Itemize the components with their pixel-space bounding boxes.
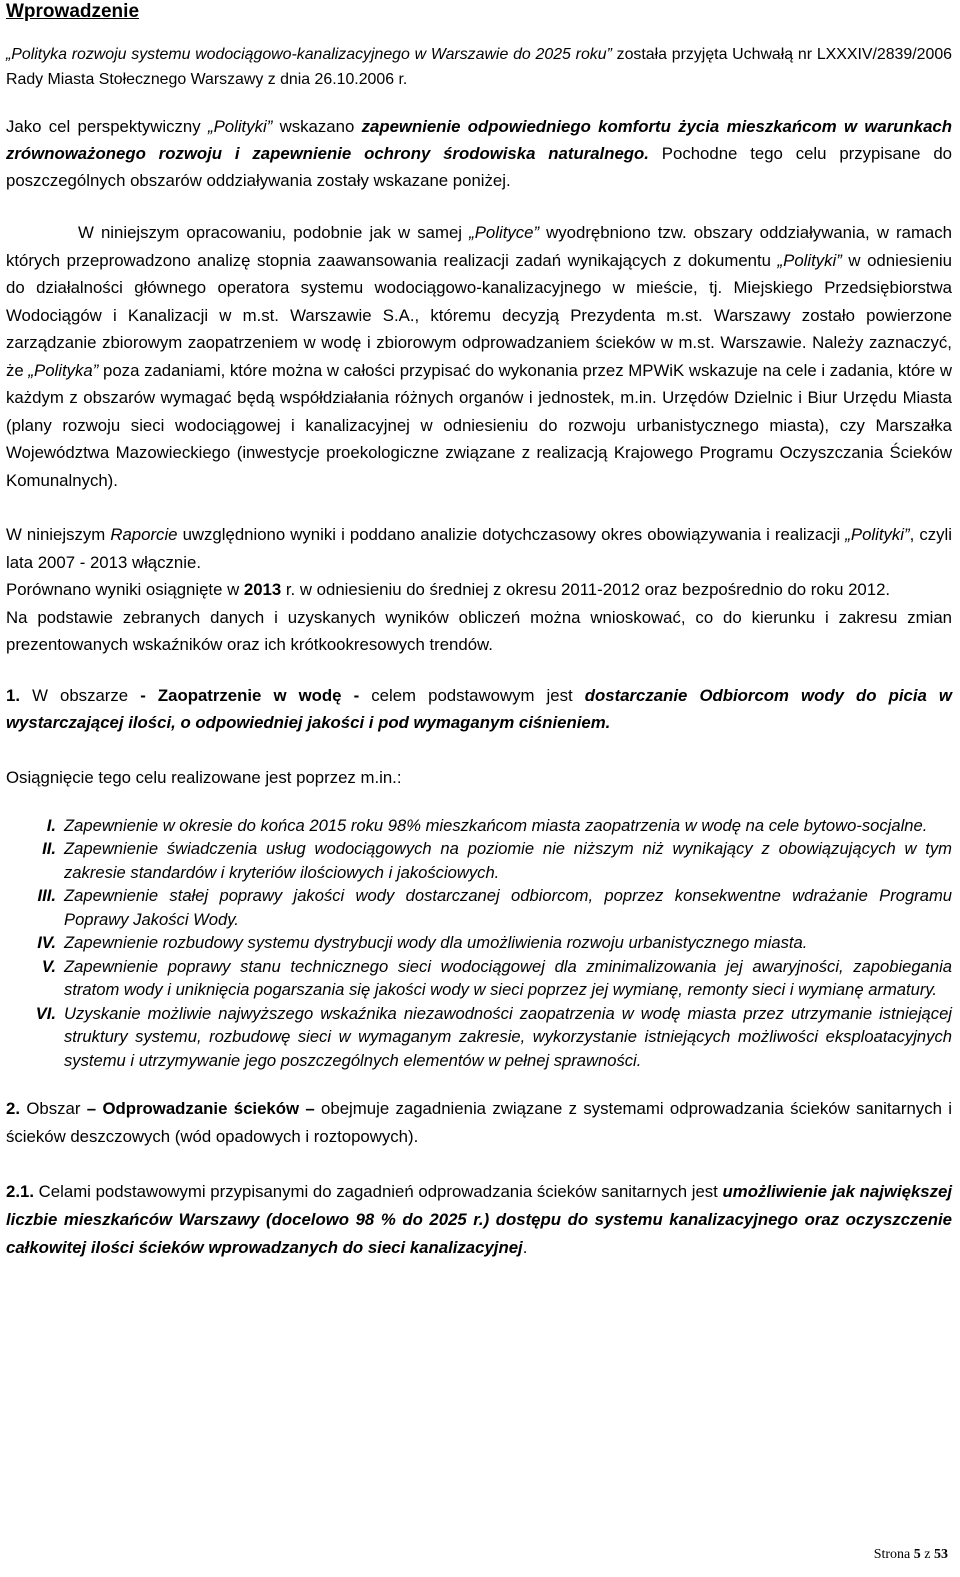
page-footer: Strona 5 z 53: [873, 1547, 948, 1562]
list-item: IV. Zapewnienie rozbudowy systemu dystrybucji wody dla umożliwienia rozwoju urbanistycznego miasta.: [37, 933, 808, 952]
area-2-paragraph: 2. Obszar – Odprowadzanie ścieków – obejmuje zagadnienia związane z systemami odprowadzania ścieków sanitarnych i ścieków deszczowych (wód opadowych i roztopowych).: [6, 1099, 952, 1146]
list-item: II. Zapewnienie świadczenia usług wodociągowych na poziomie nie niższym niż wynikający z obowiązujących w tym zakresie standardów i kryteriów ilościowych i jakościowych.: [42, 839, 952, 882]
policy-title: „Polityka rozwoju systemu wodociągowo-kanalizacyjnego w Warszawie do 2025 roku”: [6, 46, 612, 63]
section-heading: Wprowadzenie: [6, 1, 140, 22]
goal-paragraph: Jako cel perspektywiczny „Polityki” wskazano zapewnienie odpowiedniego komfortu życia mieszkańcom w warunkach zrównoważonego rozwoju i zapewnienie ochrony środowiska naturalnego. Pochodne tego celu przypisane do poszczególnych obszarów oddziaływania zostały wskazane poniżej.: [6, 117, 953, 190]
report-paragraph: W niniejszym Raporcie uwzględniono wyniki i poddano analizie dotychczasowy okres obowiązywania i realizacji „Polityki”, czyli lata 2007 - 2013 włącznie. Porównano wyniki osiągnięte w 2013 r. w odniesieniu do średniej z okresu 2011-2012 oraz bezpośrednio do roku 2012. Na podstawie zebranych danych i uzyskanych wyników obliczeń można wnioskować, co do kierunku i zakresu zmian prezentowanych wskaźników oraz ich krótkookresowych trendów.: [6, 525, 953, 654]
page-total: 53: [934, 1547, 948, 1562]
goal-statement: zapewnienie odpowiedniego komfortu życia mieszkańcom w warunkach zrównoważonego rozwoju i zapewnienie ochrony środowiska naturalnego.: [6, 117, 953, 163]
goals-list: [6, 814, 952, 1073]
areas-paragraph: W niniejszym opracowaniu, podobnie jak w samej „Polityce” wyodrębniono tzw. obszary oddziaływania, w ramach których przeprowadzono analizę stopnia zaawansowania realizacji zadań wynikających z dokumentu „Polityki” w odniesieniu do działalności głównego operatora systemu wodociągowo-kanalizacyjnego w mieście, tj. Miejskiego Przedsiębiorstwa Wodociągów i Kanalizacji w m.st. Warszawie S.A., któremu decyzją Prezydenta m.st. Warszawy zostało powierzone zarządzanie zbiorowym zaopatrzeniem w wodę i zbiorowym odprowadzaniem ścieków w m.st. Warszawie. Należy zaznaczyć, że „Polityka” poza zadaniami, które można w całości przypisać do wykonania przez MPWiK wskazuje na cele i zadania, które w każdym z obszarów wymagać będą współdziałania różnych organów i jednostek, m.in. Urzędów Dzielnic i Biur Urzędu Miasta (plany rozwoju sieci wodociągowej i kanalizacyjnej w odniesieniu do rozwoju urbanistycznego miasta), czy Marszałka Województwa Mazowieckiego (inwestycje proekologiczne związane z realizacją Krajowego Programu Oczyszczania Ścieków Komunalnych).: [6, 223, 952, 490]
list-item: VI. Uzyskanie możliwie najwyższego wskaźnika niezawodności zaopatrzenia w wodę miasta przez utrzymanie istniejącej struktury systemu, rozbudowę sieci w wymaganym zakresie, wykorzystanie istniejących możliwości eksploatacyjnych systemu i utrzymywanie jego poszczególnych elementów w pełnej sprawności.: [35, 1003, 952, 1070]
means-intro: Osiągnięcie tego celu realizowane jest poprzez m.in.:: [6, 767, 402, 787]
list-item: I. Zapewnienie w okresie do końca 2015 roku 98% mieszkańcom miasta zaopatrzenia w wodę na cele bytowo-socjalne.: [46, 815, 928, 835]
document-page: [6, 0, 952, 1262]
page-number: 5: [913, 1547, 921, 1562]
intro-paragraph: „Polityka rozwoju systemu wodociągowo-kanalizacyjnego w Warszawie do 2025 roku” została przyjęta Uchwałą nr LXXXIV/2839/2006 Rady Miasta Stołecznego Warszawy z dnia 26.10.2006 r.: [6, 46, 952, 88]
area-1-paragraph: 1. W obszarze - Zaopatrzenie w wodę - celem podstawowym jest dostarczanie Odbiorcom wody do picia w wystarczającej ilości, o odpowiedniej jakości i pod wymaganym ciśnieniem.: [6, 685, 952, 732]
list-item: V. Zapewnienie poprawy stanu technicznego sieci wodociągowej dla zminimalizowania jej awaryjności, zapobiegania stratom wody i uniknięcia pogarszania się jakości wody w sieci poprzez jej wymianę, remonty sieci i wymianę armatury.: [41, 956, 952, 999]
area-2-1-paragraph: 2.1. Celami podstawowymi przypisanymi do zagadnień odprowadzania ścieków sanitarnych jest umożliwienie jak największej liczbie mieszkańców Warszawy (docelowo 98 % do 2025 r.) dostępu do systemu kanalizacyjnego oraz oczyszczenie całkowitej ilości ścieków wprowadzanych do sieci kanalizacyjnej.: [6, 1182, 952, 1257]
list-item: III. Zapewnienie stałej poprawy jakości wody dostarczanej odbiorcom, poprzez konsekwentne wdrażanie Programu Poprawy Jakości Wody.: [37, 886, 952, 929]
